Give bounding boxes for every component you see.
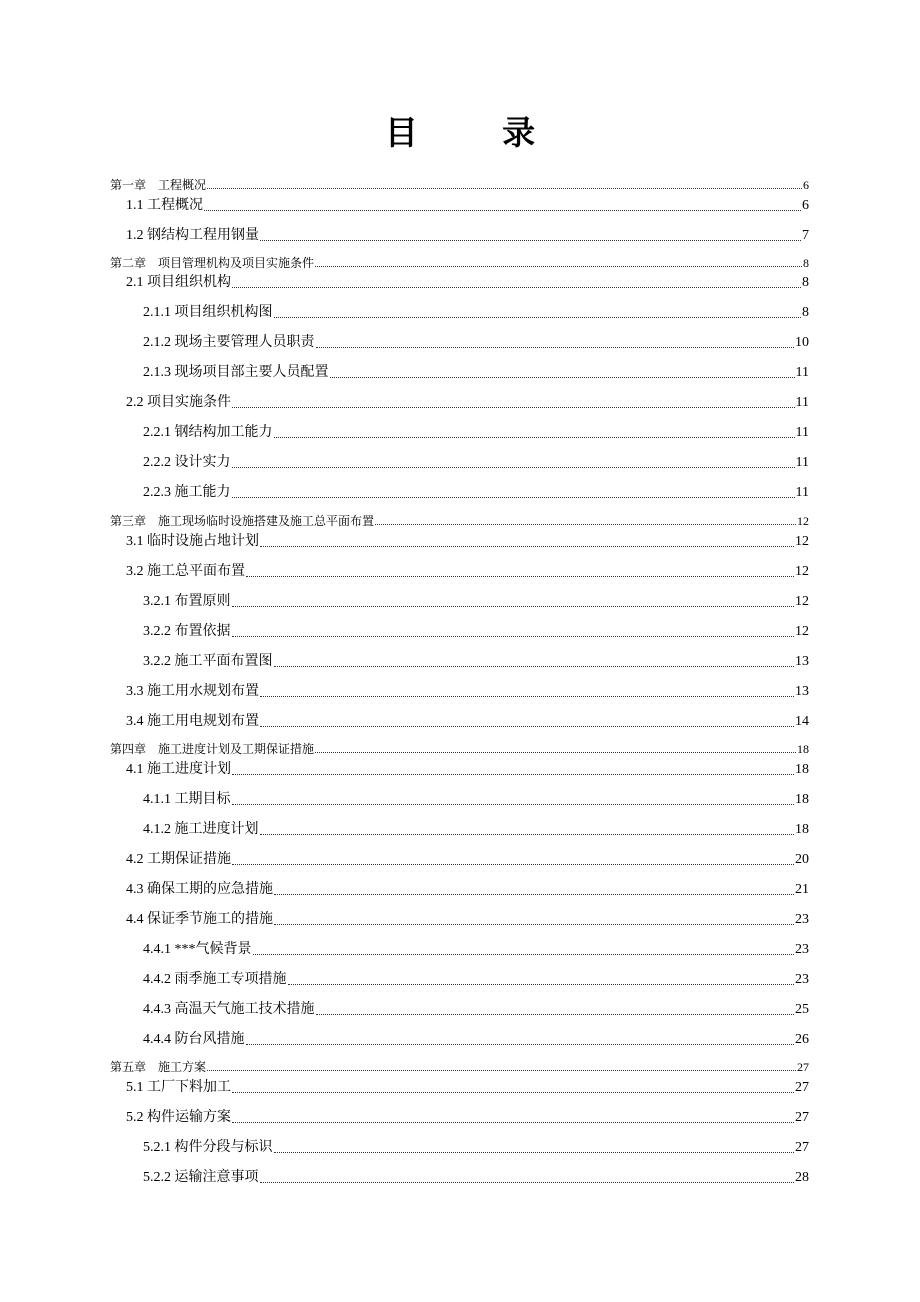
toc-entry-label: 2.2.3 施工能力: [143, 485, 231, 500]
toc-dot-leader: [232, 606, 795, 607]
toc-entry[interactable]: [143, 941, 809, 958]
toc-entry[interactable]: [143, 971, 809, 988]
toc-dot-leader: [260, 546, 794, 547]
toc-entry[interactable]: [110, 514, 809, 528]
toc-dot-leader: [232, 1122, 794, 1123]
toc-entry[interactable]: [143, 623, 809, 640]
toc-entry[interactable]: [143, 821, 809, 838]
toc-title: 目 录: [384, 116, 574, 152]
toc-dot-leader: [274, 924, 794, 925]
toc-entry-label: 2.1.1 项目组织机构图: [143, 305, 273, 320]
toc-entry-page: 27: [797, 1060, 809, 1074]
toc-dot-leader: [232, 636, 795, 637]
toc-dot-leader: [315, 752, 796, 753]
toc-entry-page: 20: [795, 852, 809, 867]
toc-entry[interactable]: [126, 197, 809, 214]
toc-entry-label: 4.1 施工进度计划: [126, 762, 231, 777]
toc-dot-leader: [274, 894, 794, 895]
toc-entry-page: 10: [795, 335, 809, 350]
toc-dot-leader: [232, 1092, 794, 1093]
toc-dot-leader: [207, 188, 802, 189]
toc-entry-label: 4.1.2 施工进度计划: [143, 822, 259, 837]
toc-entry-page: 8: [802, 275, 809, 290]
toc-entry-label: 2.1.3 现场项目部主要人员配置: [143, 365, 329, 380]
toc-dot-leader: [315, 266, 802, 267]
toc-entry-page: 18: [795, 792, 809, 807]
toc-entry-label: 4.4.1 ***气候背景: [143, 942, 252, 957]
toc-entry-label: 4.4.2 雨季施工专项措施: [143, 972, 287, 987]
toc-entry-label: 5.1 工厂下料加工: [126, 1080, 231, 1095]
toc-dot-leader: [274, 317, 802, 318]
toc-entry-label: 4.2 工期保证措施: [126, 852, 231, 867]
toc-dot-leader: [260, 834, 795, 835]
toc-entry-label: 第二章 项目管理机构及项目实施条件: [110, 256, 315, 270]
toc-entry[interactable]: [126, 227, 809, 244]
toc-entry-page: 11: [795, 455, 809, 470]
toc-dot-leader: [330, 377, 795, 378]
toc-entry-page: 26: [795, 1032, 809, 1047]
toc-entry-page: 6: [802, 198, 809, 213]
toc-entry-label: 2.2.1 钢结构加工能力: [143, 425, 273, 440]
toc-entry-page: 18: [795, 762, 809, 777]
toc-entry-page: 18: [795, 822, 809, 837]
toc-dot-leader: [232, 467, 795, 468]
toc-entry-page: 11: [795, 365, 809, 380]
toc-entry-label: 第四章 施工进度计划及工期保证措施: [110, 742, 315, 756]
toc-entry-page: 23: [795, 972, 809, 987]
toc-entry-label: 3.2.2 施工平面布置图: [143, 654, 273, 669]
toc-entry-page: 12: [795, 624, 809, 639]
toc-entry[interactable]: [110, 1060, 809, 1074]
toc-entry-label: 3.2 施工总平面布置: [126, 564, 245, 579]
toc-entry-page: 12: [795, 534, 809, 549]
toc-dot-leader: [274, 437, 795, 438]
toc-entry-page: 27: [795, 1110, 809, 1125]
toc-dot-leader: [375, 524, 796, 525]
toc-entry-page: 28: [795, 1170, 809, 1185]
toc-entry[interactable]: [143, 1001, 809, 1018]
toc-entry[interactable]: [126, 394, 809, 411]
toc-dot-leader: [316, 1014, 795, 1015]
toc-entry-label: 4.1.1 工期目标: [143, 792, 231, 807]
toc-entry[interactable]: [126, 563, 809, 580]
toc-dot-leader: [204, 210, 801, 211]
toc-entry-label: 2.2.2 设计实力: [143, 455, 231, 470]
toc-entry-label: 5.2.2 运输注意事项: [143, 1170, 259, 1185]
toc-dot-leader: [288, 984, 795, 985]
toc-entry-label: 1.2 钢结构工程用钢量: [126, 228, 259, 243]
toc-entry-page: 11: [795, 395, 809, 410]
toc-dot-leader: [232, 774, 794, 775]
toc-entry-page: 23: [795, 942, 809, 957]
toc-entry[interactable]: [110, 256, 809, 270]
toc-entry-label: 第五章 施工方案: [110, 1060, 207, 1074]
toc-entry-label: 3.4 施工用电规划布置: [126, 714, 259, 729]
toc-entry[interactable]: [143, 593, 809, 610]
toc-dot-leader: [232, 864, 794, 865]
toc-entry[interactable]: [143, 1169, 809, 1186]
toc-entry-label: 第三章 施工现场临时设施搭建及施工总平面布置: [110, 514, 375, 528]
toc-entry-page: 11: [795, 425, 809, 440]
toc-entry[interactable]: [143, 334, 809, 351]
toc-entry-label: 4.3 确保工期的应急措施: [126, 882, 273, 897]
toc-dot-leader: [232, 497, 795, 498]
toc-entry-label: 2.2 项目实施条件: [126, 395, 231, 410]
toc-entry[interactable]: [126, 533, 809, 550]
toc-entry[interactable]: [143, 484, 809, 501]
toc-entry[interactable]: [143, 1139, 809, 1156]
toc-entry-label: 第一章 工程概况: [110, 178, 207, 192]
toc-entry[interactable]: [143, 304, 809, 321]
toc-entry[interactable]: [143, 1031, 809, 1048]
toc-dot-leader: [260, 696, 794, 697]
toc-entry[interactable]: [126, 881, 809, 898]
toc-dot-leader: [274, 666, 795, 667]
toc-entry-page: 11: [795, 485, 809, 500]
toc-dot-leader: [260, 726, 794, 727]
toc-entry-page: 27: [795, 1140, 809, 1155]
toc-entry-label: 2.1 项目组织机构: [126, 275, 231, 290]
toc-entry-label: 4.4.3 高温天气施工技术措施: [143, 1002, 315, 1017]
toc-entry[interactable]: [126, 851, 809, 868]
toc-entry-label: 3.1 临时设施占地计划: [126, 534, 259, 549]
toc-entry-page: 27: [795, 1080, 809, 1095]
toc-dot-leader: [232, 287, 801, 288]
toc-entry[interactable]: [110, 178, 809, 192]
toc-entry[interactable]: [126, 911, 809, 928]
toc-dot-leader: [246, 1044, 795, 1045]
toc-dot-leader: [274, 1152, 795, 1153]
toc-entry-page: 12: [797, 514, 809, 528]
toc-entry[interactable]: [126, 274, 809, 291]
toc-dot-leader: [246, 576, 794, 577]
toc-entry[interactable]: [143, 454, 809, 471]
toc-dot-leader: [260, 1182, 795, 1183]
toc-entry[interactable]: [126, 713, 809, 730]
toc-entry-page: 8: [802, 305, 809, 320]
toc-entry-page: 13: [795, 684, 809, 699]
toc-entry-label: 4.4.4 防台风措施: [143, 1032, 245, 1047]
toc-dot-leader: [232, 804, 795, 805]
toc-entry-page: 6: [803, 178, 809, 192]
toc-entry-label: 4.4 保证季节施工的措施: [126, 912, 273, 927]
toc-dot-leader: [260, 240, 801, 241]
toc-entry[interactable]: [126, 761, 809, 778]
toc-entry[interactable]: [110, 742, 809, 756]
toc-entry[interactable]: [126, 1079, 809, 1096]
toc-entry-page: 14: [795, 714, 809, 729]
toc-entry[interactable]: [143, 653, 809, 670]
toc-entry-page: 13: [795, 654, 809, 669]
toc-entry-page: 23: [795, 912, 809, 927]
toc-dot-leader: [253, 954, 795, 955]
toc-entry-page: 7: [802, 228, 809, 243]
toc-entry[interactable]: [126, 683, 809, 700]
toc-entry-label: 5.2 构件运输方案: [126, 1110, 231, 1125]
toc-entry-page: 25: [795, 1002, 809, 1017]
toc-entry-page: 12: [795, 594, 809, 609]
toc-entry-page: 18: [797, 742, 809, 756]
toc-entry-label: 3.3 施工用水规划布置: [126, 684, 259, 699]
toc-entry[interactable]: [143, 364, 809, 381]
toc-entry-label: 5.2.1 构件分段与标识: [143, 1140, 273, 1155]
toc-dot-leader: [207, 1070, 796, 1071]
toc-entry-label: 3.2.1 布置原则: [143, 594, 231, 609]
toc-dot-leader: [232, 407, 795, 408]
toc-entry-label: 2.1.2 现场主要管理人员职责: [143, 335, 315, 350]
toc-entry-page: 8: [803, 256, 809, 270]
toc-entry[interactable]: [143, 791, 809, 808]
toc-entry[interactable]: [143, 424, 809, 441]
toc-entry-label: 1.1 工程概况: [126, 198, 203, 213]
toc-entry[interactable]: [126, 1109, 809, 1126]
toc-entry-label: 3.2.2 布置依据: [143, 624, 231, 639]
toc-entry-page: 12: [795, 564, 809, 579]
toc-entry-page: 21: [795, 882, 809, 897]
toc-dot-leader: [316, 347, 795, 348]
